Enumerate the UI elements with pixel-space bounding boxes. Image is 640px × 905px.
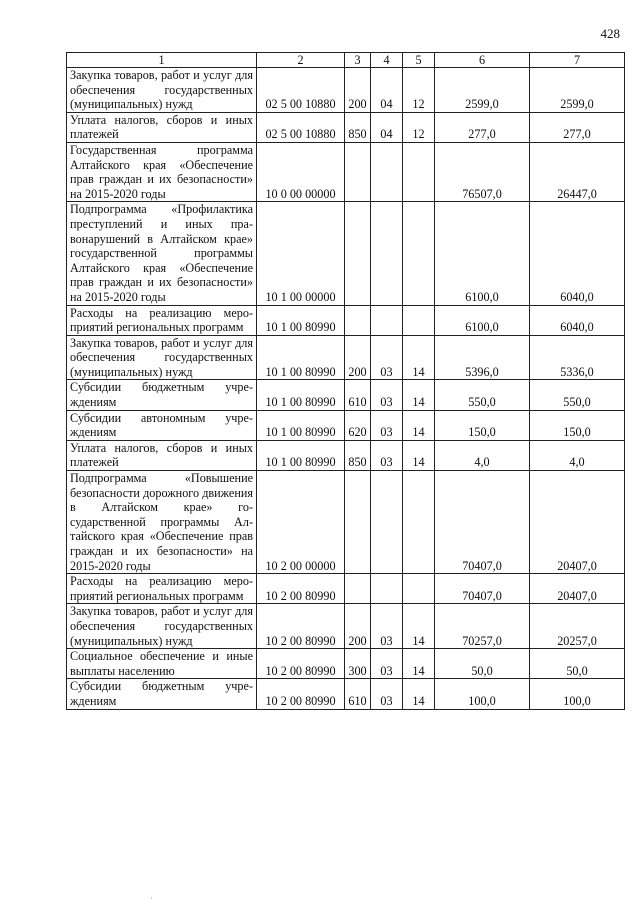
section-code: 03	[371, 410, 403, 440]
table-row	[67, 380, 625, 410]
table-row	[67, 471, 625, 574]
target-article-code: 10 1 00 80990	[257, 305, 345, 335]
amount-col-7: 2599,0	[530, 68, 625, 113]
section-code: 04	[371, 112, 403, 142]
target-article-code: 10 1 00 80990	[257, 410, 345, 440]
expense-type-code	[345, 471, 371, 574]
table-row	[67, 335, 625, 380]
section-code	[371, 202, 403, 305]
table-row	[67, 112, 625, 142]
amount-col-7: 50,0	[530, 649, 625, 679]
subsection-code	[403, 574, 435, 604]
target-article-code: 10 0 00 00000	[257, 142, 345, 201]
expense-type-code: 850	[345, 440, 371, 470]
section-code: 03	[371, 440, 403, 470]
row-name: Расходы на реализацию мероприятий региональных программ	[67, 574, 257, 604]
expense-type-code: 200	[345, 604, 371, 649]
subsection-code	[403, 471, 435, 574]
subsection-code: 12	[403, 112, 435, 142]
amount-col-7: 6040,0	[530, 202, 625, 305]
header-col-2: 2	[257, 53, 345, 68]
subsection-code: 14	[403, 679, 435, 709]
target-article-code: 10 1 00 80990	[257, 380, 345, 410]
row-name: Государственная программа Алтайского края «Обеспечение прав граждан и их безопасности» на 2015-2020 годы	[67, 142, 257, 201]
amount-col-7: 150,0	[530, 410, 625, 440]
expense-type-code: 200	[345, 68, 371, 113]
header-col-1: 1	[67, 53, 257, 68]
amount-col-6: 100,0	[435, 679, 530, 709]
expense-type-code: 300	[345, 649, 371, 679]
target-article-code: 10 2 00 80990	[257, 679, 345, 709]
amount-col-6: 70407,0	[435, 574, 530, 604]
header-col-6: 6	[435, 53, 530, 68]
row-name: Уплата налогов, сборов и иных платежей	[67, 440, 257, 470]
section-code	[371, 305, 403, 335]
table-row	[67, 68, 625, 113]
table-row	[67, 305, 625, 335]
subsection-code	[403, 142, 435, 201]
subsection-code: 14	[403, 649, 435, 679]
target-article-code: 10 2 00 80990	[257, 604, 345, 649]
section-code: 03	[371, 335, 403, 380]
row-name: Субсидии автономным учреждениям	[67, 410, 257, 440]
amount-col-6: 6100,0	[435, 305, 530, 335]
section-code: 04	[371, 68, 403, 113]
section-code: 03	[371, 649, 403, 679]
row-name: Подпрограмма «Профилактика преступлений и иных правонарушений в Алтайском крае» государственной программы Алтайского края «Обеспечение прав граждан и их безопасности» на 2015-2020 годы	[67, 202, 257, 305]
budget-table	[66, 52, 625, 710]
target-article-code: 10 1 00 00000	[257, 202, 345, 305]
table-row	[67, 410, 625, 440]
amount-col-6: 70257,0	[435, 604, 530, 649]
expense-type-code: 850	[345, 112, 371, 142]
section-code: 03	[371, 679, 403, 709]
target-article-code: 02 5 00 10880	[257, 68, 345, 113]
section-code: 03	[371, 604, 403, 649]
section-code	[371, 574, 403, 604]
amount-col-6: 6100,0	[435, 202, 530, 305]
subsection-code	[403, 202, 435, 305]
subsection-code: 14	[403, 604, 435, 649]
expense-type-code	[345, 574, 371, 604]
table-row	[67, 649, 625, 679]
amount-col-6: 4,0	[435, 440, 530, 470]
amount-col-7: 20407,0	[530, 574, 625, 604]
section-code: 03	[371, 380, 403, 410]
amount-col-6: 76507,0	[435, 142, 530, 201]
subsection-code: 12	[403, 68, 435, 113]
expense-type-code	[345, 142, 371, 201]
header-col-7: 7	[530, 53, 625, 68]
expense-type-code: 200	[345, 335, 371, 380]
row-name: Закупка товаров, работ и услуг для обеспечения государственных (муниципальных) нужд	[67, 68, 257, 113]
amount-col-7: 5336,0	[530, 335, 625, 380]
target-article-code: 10 2 00 80990	[257, 649, 345, 679]
row-name: Подпрограмма «Повышение безопасности дорожного движения в Алтайском крае» государственной программы Алтайского края «Обеспечение прав граждан и их безопасности» на 2015-2020 годы	[67, 471, 257, 574]
row-name: Расходы на реализацию мероприятий региональных программ	[67, 305, 257, 335]
row-name: Закупка товаров, работ и услуг для обеспечения государственных (муниципальных) нужд	[67, 604, 257, 649]
amount-col-6: 150,0	[435, 410, 530, 440]
table-row	[67, 202, 625, 305]
row-name: Уплата налогов, сборов и иных платежей	[67, 112, 257, 142]
subsection-code: 14	[403, 410, 435, 440]
amount-col-6: 277,0	[435, 112, 530, 142]
header-col-4: 4	[371, 53, 403, 68]
table-row	[67, 604, 625, 649]
subsection-code	[403, 305, 435, 335]
page-number: 428	[600, 26, 620, 41]
row-name: Субсидии бюджетным учреждениям	[67, 380, 257, 410]
amount-col-6: 50,0	[435, 649, 530, 679]
amount-col-6: 5396,0	[435, 335, 530, 380]
expense-type-code: 620	[345, 410, 371, 440]
section-code	[371, 471, 403, 574]
target-article-code: 02 5 00 10880	[257, 112, 345, 142]
expense-type-code: 610	[345, 679, 371, 709]
amount-col-7: 4,0	[530, 440, 625, 470]
amount-col-7: 100,0	[530, 679, 625, 709]
amount-col-6: 70407,0	[435, 471, 530, 574]
amount-col-7: 277,0	[530, 112, 625, 142]
amount-col-6: 2599,0	[435, 68, 530, 113]
amount-col-6: 550,0	[435, 380, 530, 410]
expense-type-code	[345, 202, 371, 305]
target-article-code: 10 2 00 80990	[257, 574, 345, 604]
row-name: Социальное обеспечение и иные выплаты населению	[67, 649, 257, 679]
amount-col-7: 550,0	[530, 380, 625, 410]
amount-col-7: 26447,0	[530, 142, 625, 201]
scan-speck: ·	[150, 893, 153, 903]
expense-type-code	[345, 305, 371, 335]
target-article-code: 10 1 00 80990	[257, 440, 345, 470]
section-code	[371, 142, 403, 201]
header-row	[67, 53, 625, 68]
subsection-code: 14	[403, 335, 435, 380]
expense-type-code: 610	[345, 380, 371, 410]
target-article-code: 10 2 00 00000	[257, 471, 345, 574]
amount-col-7: 20407,0	[530, 471, 625, 574]
target-article-code: 10 1 00 80990	[257, 335, 345, 380]
subsection-code: 14	[403, 380, 435, 410]
header-col-3: 3	[345, 53, 371, 68]
header-col-5: 5	[403, 53, 435, 68]
row-name: Субсидии бюджетным учреждениям	[67, 679, 257, 709]
table-row	[67, 142, 625, 201]
amount-col-7: 6040,0	[530, 305, 625, 335]
subsection-code: 14	[403, 440, 435, 470]
table-row	[67, 574, 625, 604]
row-name: Закупка товаров, работ и услуг для обеспечения государственных (муниципальных) нужд	[67, 335, 257, 380]
amount-col-7: 20257,0	[530, 604, 625, 649]
table-row	[67, 440, 625, 470]
table-row	[67, 679, 625, 709]
